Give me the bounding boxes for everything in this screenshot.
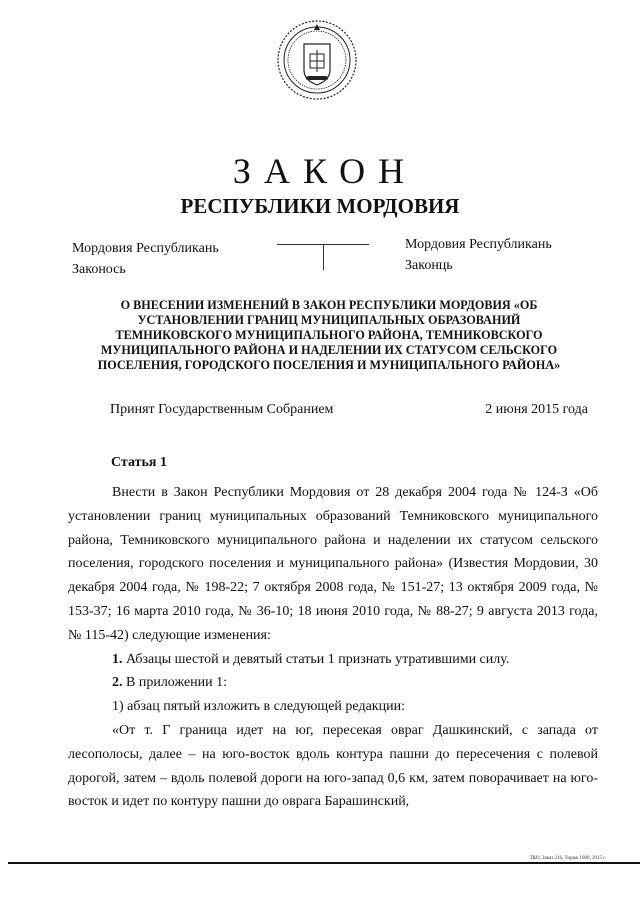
item-text: В приложении 1: [122,675,228,691]
mordva-title-left-line2: Законось [72,262,126,277]
coat-of-arms-icon [275,18,359,102]
article-subitem-1: 1) абзац пятый изложить в следующей редакции: [112,699,405,715]
mordva-title-left-line1: Мордовия Республикань [72,241,219,256]
article-item-1 [68,648,598,672]
mordva-title-left [72,238,219,280]
article-item-2 [68,671,598,695]
mordva-title-right-line1: Мордовия Республикань [405,237,552,252]
adoption-statement: Принят Государственным Собранием [110,402,334,417]
article-intro-paragraph: Внести в Закон Республики Мордовия от 28 декабря 2004 года № 124-З «Об установлении границ муниципальных образований Темниковского муниципального района, Темниковского муниципального района и наделении их статусом сельского поселения, городского поселения и муниципального района» (Известия Мордовии, 30 декабря 2004 года, № 198-22; 7 октября 2008 года, № 151-27; 13 октября 2009 года, № 153-37; 16 марта 2010 года, № 36-10; 18 июня 2010 года, № 88-27; 9 августа 2013 года, № 115-42) следующие изменения: [68,485,598,643]
article-heading: Статья 1 [111,455,167,470]
law-title: О ВНЕСЕНИИ ИЗМЕНЕНИЙ В ЗАКОН РЕСПУБЛИКИ МОРДОВИЯ «ОБ УСТАНОВЛЕНИИ ГРАНИЦ МУНИЦИПАЛЬНЫХ ОБРАЗОВАНИЙ ТЕМНИКОВСКОГО МУНИЦИПАЛЬНОГО РАЙОНА, ТЕМНИКОВСКОГО МУНИЦИПАЛЬНОГО РАЙОНА И НАДЕЛЕНИИ ИХ СТАТУСОМ СЕЛЬСКОГО ПОСЕЛЕНИЯ, ГОРОДСКОГО ПОСЕЛЕНИЯ И МУНИЦИПАЛЬНОГО РАЙОНА» [97,298,561,372]
document-subtitle: РЕСПУБЛИКИ МОРДОВИЯ [180,194,460,218]
page-bottom-border [8,862,640,864]
article-body [68,481,598,814]
item-number: 1. [112,651,123,667]
print-mark: ТКО, Заказ 216, Тираж 1000, 2015 г. [529,856,606,861]
mordva-title-right-line2: Законць [405,258,453,273]
registration-line-vertical [323,244,324,270]
mordva-title-right [405,234,552,276]
document-title: ЗАКОН [232,151,418,191]
item-text: Абзацы шестой и девятый статьи 1 признать утратившими силу. [122,651,510,667]
article-quote-paragraph: «От т. Г граница идет на юг, пересекая овраг Дашкинский, с запада от лесополосы, далее – на юго-восток вдоль контура пашни до пересечения с полевой дорогой, затем – вдоль полевой дороги на юго-запад 0,6 км, затем поворачивает на юго-восток и идет по контуру пашни до оврага Барашинский, [68,722,598,810]
adoption-date: 2 июня 2015 года [485,402,588,417]
item-number: 2. [112,675,123,691]
